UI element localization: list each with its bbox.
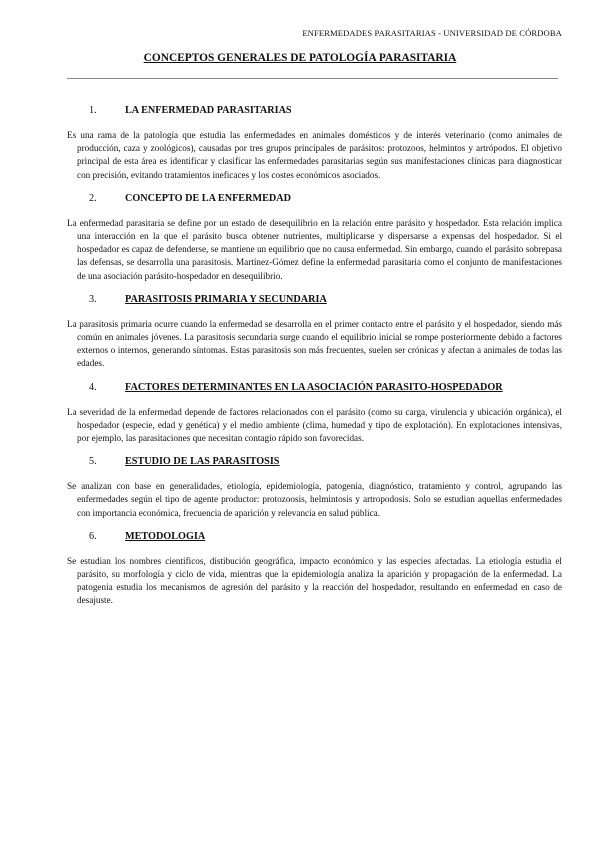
- section-number: 3.: [89, 293, 97, 305]
- section-title: METODOLOGIA: [125, 530, 206, 542]
- document-body: [67, 104, 562, 618]
- document-title: CONCEPTOS GENERALES DE PATOLOGÍA PARASITARIA: [143, 52, 457, 64]
- section-1: [67, 104, 562, 182]
- section-title: FACTORES DETERMINANTES EN LA ASOCIACIÓN PARASITO-HOSPEDADOR: [125, 381, 503, 393]
- section-paragraph: La severidad de la enfermedad depende de factores relacionados con el parásito (como su carga, virulencia y ubicación orgánica), el hospedador (especie, edad y genética) y el medio ambiente (clima, humedad y tipo de explotación). En explotaciones intensivas, por ejemplo, las parasitaciones que necesitan contagio rápido son favorecidas.: [67, 406, 562, 444]
- section-title: ESTUDIO DE LAS PARASITOSIS: [125, 456, 280, 468]
- section-title: PARASITOSIS PRIMARIA Y SECUNDARIA: [125, 293, 327, 305]
- section-paragraph: Se estudian los nombres científicos, distibución geográfica, impacto económico y las especies afectadas. La etiología estudia el parásito, su morfología y ciclo de vida, mientras que la epidemiología analiza la aparición y propagación de la enfermedad. La patogenia estudia los mecanismos de agresión del parásito y la reacción del hospedador, resultando en enfermedad en caso de desajuste.: [67, 555, 562, 606]
- section-number: 1.: [89, 105, 97, 116]
- section-heading: [89, 293, 562, 306]
- section-3: [67, 293, 562, 371]
- section-number: 6.: [89, 530, 97, 542]
- section-paragraph: Se analizan con base en generalidades, etiología, epidemiología, patogenia, diagnóstico, tratamiento y control, agrupando las enfermedades según el tipo de agente productor: protozoosis, helmintosis y artropodosis. Solo se estudian aquellas enfermedades con importancia económica, frecuencia de aparición y relevancia en salud pública.: [67, 481, 562, 518]
- section-6: [67, 530, 562, 608]
- section-number: 2.: [89, 192, 97, 204]
- section-paragraph: La enfermedad parasitaria se define por un estado de desequilibrio en la relación entre parásito y hospedador. Esta relación implica una interacción en la que el parásito busca obtener nutrientes, multiplicarse y dispersarse a expensas del hospedador. Si el hospedador es capaz de defenderse, se mantiene un equilibrio que no causa enfermedad. Sin embargo, cuando el parásito sobrepasa las defensas, se desarrolla una parasitosis. Martínez-Gómez define la enfermedad parasitaria como el conjunto de manifestaciones de una asociación parásito-hospedador en desequilibrio.: [67, 217, 562, 281]
- running-head: ENFERMEDADES PARASITARIAS - UNIVERSIDAD DE CÓRDOBA: [302, 28, 562, 38]
- section-title: LA ENFERMEDAD PARASITARIAS: [125, 105, 292, 116]
- section-5: [67, 455, 562, 520]
- section-number: 4.: [89, 381, 97, 393]
- section-heading: [89, 104, 562, 117]
- section-heading: [89, 530, 562, 543]
- title-divider: [67, 78, 558, 79]
- section-2: [67, 192, 562, 283]
- section-paragraph: Es una rama de la patología que estudia las enfermedades en animales domésticos y de interés veterinario (como animales de producción, caza y zoológicos), causadas por tres grupos principales de parásitos: protozoos, helmintos y artrópodos. El objetivo principal de esta área es identificar y clasificar las enfermedades parasitarias según sus manifestaciones clínicas para diagnosticar con precisión, evitando tratamientos ineficaces y los costes económicos asociados.: [67, 130, 562, 180]
- section-title: CONCEPTO DE LA ENFERMEDAD: [125, 192, 291, 204]
- section-paragraph: La parasitosis primaria ocurre cuando la enfermedad se desarrolla en el primer contacto entre el parásito y el hospedador, siendo más común en animales jóvenes. La parasitosis secundaria surge cuando el equilibrio inicial se rompe posteriormente debido a factores externos o internos, generando síntomas. Estas parasitosis son más frecuentes, suelen ser crónicas y afectan a animales de todas las edades.: [67, 318, 562, 369]
- section-heading: [89, 455, 562, 468]
- section-number: 5.: [89, 456, 97, 468]
- section-heading: [89, 381, 562, 394]
- section-heading: [89, 192, 562, 205]
- section-4: [67, 381, 562, 446]
